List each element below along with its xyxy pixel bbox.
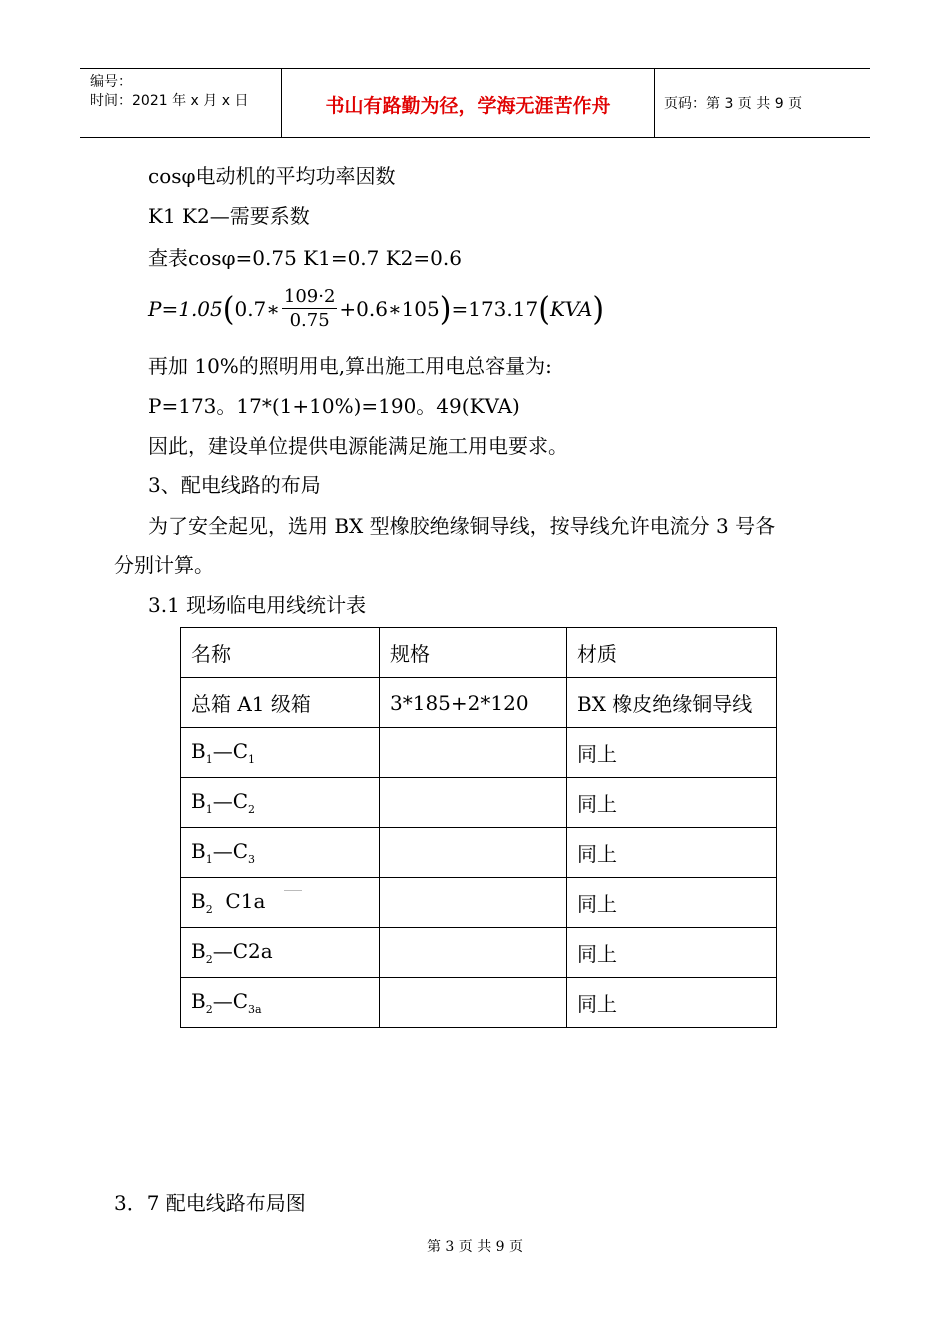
fraction-numerator: 109·2 [283,285,336,307]
section-heading: 3．7 配电线路布局图 [114,1191,306,1215]
cell-material: BX 橡皮绝缘铜导线 [567,678,777,728]
table-row [181,828,777,878]
formula-fraction [282,286,338,333]
paren-close: ) [439,289,452,329]
formula-lhs: P=1.05 [148,297,223,321]
cell-name: $B_2—C2a$ [181,928,380,978]
page-footer: 第 3 页 共 9 页 [426,1239,524,1255]
number-label: 编号： [90,74,132,90]
time-label: 时间：2021 年 x 月 x 日 [90,93,249,109]
formula-inner-start: 0.7∗ [234,297,280,321]
formula-inner-end: +0.6∗105 [339,297,440,321]
column-header: 材质 [567,628,777,678]
cell-material: 同上 [567,878,777,928]
column-header: 名称 [181,628,380,678]
paren-open: ( [222,289,235,329]
text-line: 因此，建设单位提供电源能满足施工用电要求。 [148,434,568,458]
table-row [181,928,777,978]
paren-open: ( [538,289,550,329]
cell-name: 总箱 A1 级箱 [181,678,380,728]
table-row [181,778,777,828]
formula-unit: KVA [549,297,593,321]
fraction-denominator: 0.75 [289,309,330,331]
cell-name: $B_2$ C1a [181,878,380,928]
cell-material: 同上 [567,728,777,778]
cell-name: $B_2—C_{3a}$ [181,978,380,1028]
page-header [80,68,870,138]
cell-name: $B_1—C_2$ [181,778,380,828]
cell-name: $B_1—C_1$ [181,728,380,778]
cell-material: 同上 [567,978,777,1028]
text-line: 分别计算。 [114,553,214,577]
text-line: 为了安全起见，选用 BX 型橡胶绝缘铜导线，按导线允许电流分 3 号各 [148,514,776,538]
table-row [181,978,777,1028]
cell-material: 同上 [567,778,777,828]
cell-spec: 3*185+2*120 [380,678,567,728]
section-heading: 3、配电线路的布局 [148,473,321,497]
cell-spec [380,828,567,878]
cell-material: 同上 [567,928,777,978]
text-line: 再加 10%的照明用电,算出施工用电总容量为: [148,354,552,378]
text-line: P=173。17*(1+10%)=190。49(KVA) [148,394,520,418]
header-divider [654,69,655,137]
table-title: 3.1 现场临电用线统计表 [148,593,367,617]
text-line: cosφ电动机的平均功率因数 [148,164,396,188]
cell-spec [380,778,567,828]
cell-name: $B_1—C_3$ [181,828,380,878]
text-line: 查表cosφ=0.75 K1=0.7 K2=0.6 [148,246,462,270]
header-page-label: 页码：第 3 页 共 9 页 [664,96,803,112]
formula-rhs: =173.17 [451,297,539,321]
table-row [181,728,777,778]
cell-spec [380,878,567,928]
cell-spec [380,978,567,1028]
header-motto: 书山有路勤为径，学海无涯苦作舟 [325,95,611,117]
cell-spec [380,928,567,978]
column-header: 规格 [380,628,567,678]
table-header-row [181,628,777,678]
text-line: K1 K2—需要系数 [148,204,310,228]
cell-spec [380,728,567,778]
wire-stat-table [180,627,777,1028]
faint-dash [284,890,302,891]
table-row [181,678,777,728]
power-formula [148,283,604,335]
header-meta [90,73,248,111]
cell-material: 同上 [567,828,777,878]
table-row [181,878,777,928]
paren-close: ) [592,289,605,329]
